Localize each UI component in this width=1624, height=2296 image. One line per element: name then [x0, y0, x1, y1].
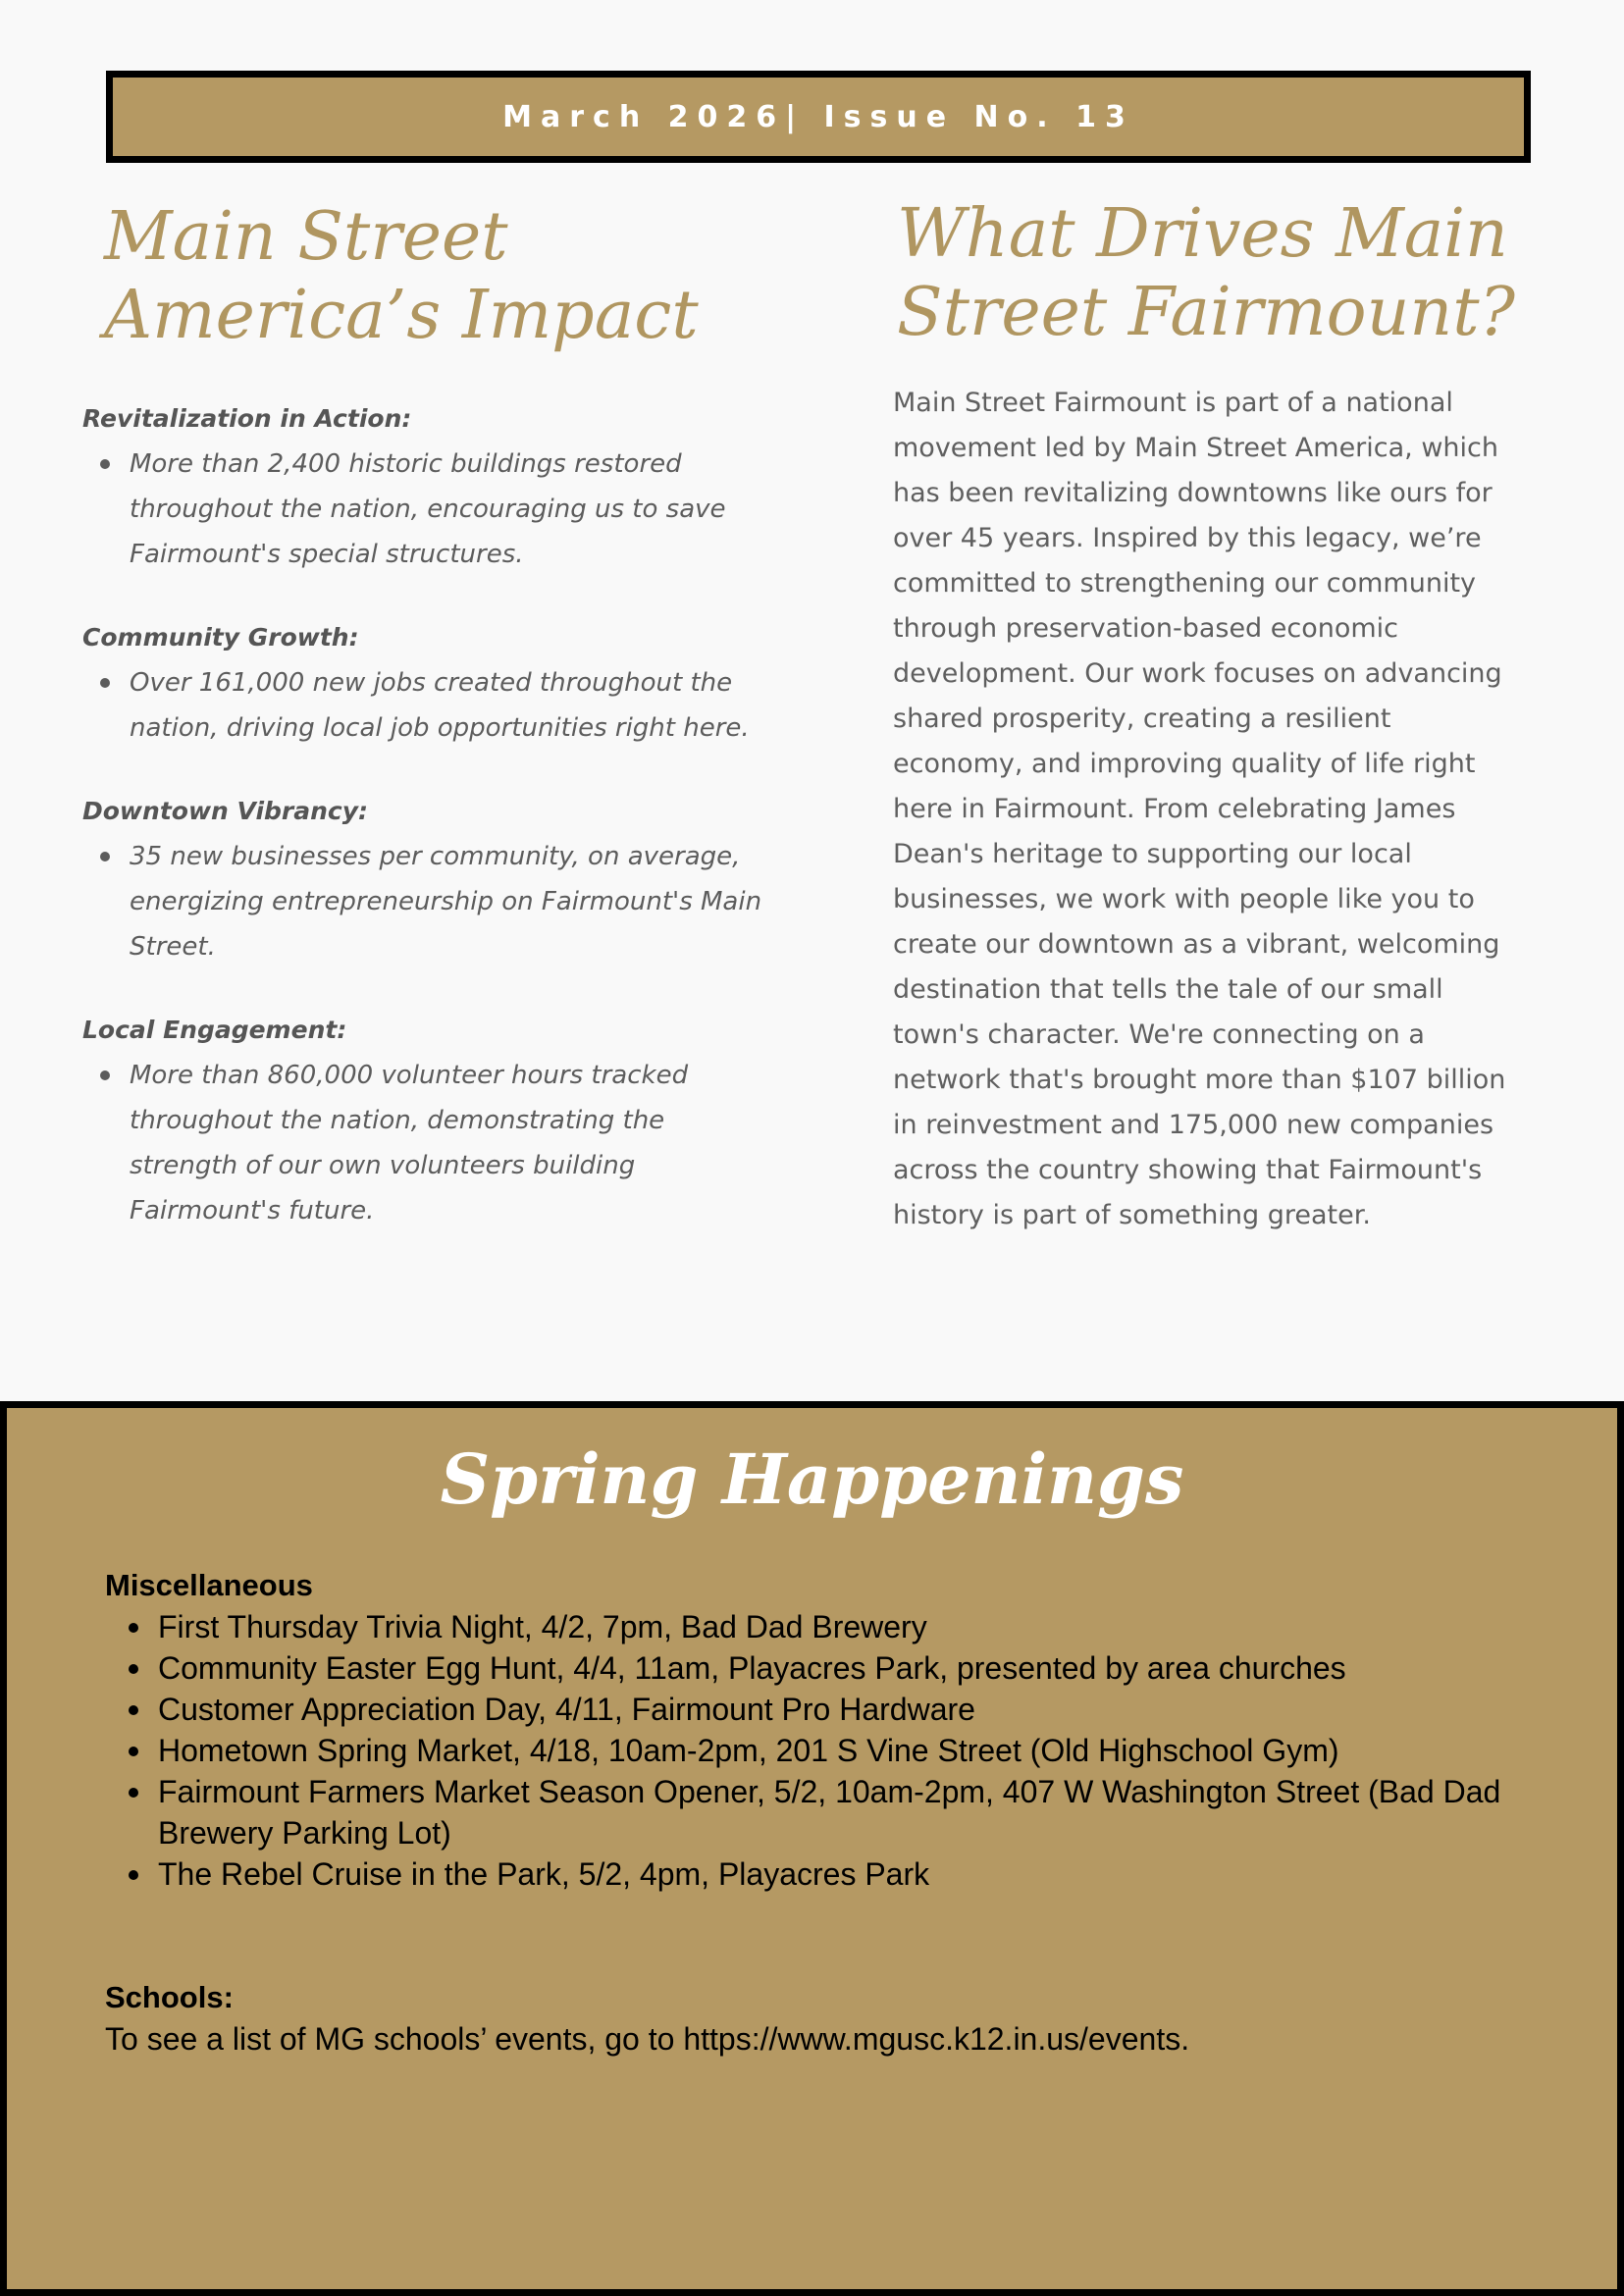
impact-title: Main Street America’s Impact: [104, 198, 699, 354]
bullet-icon: [100, 1070, 110, 1080]
impact-section: [82, 396, 769, 1272]
bullet-icon: [129, 1788, 138, 1798]
bullet-list: [82, 1053, 769, 1233]
list-item: More than 2,400 historic buildings restored throughout the nation, encouraging us to save Fairmount's special structures.: [130, 442, 769, 577]
event-item: The Rebel Cruise in the Park, 5/2, 4pm, Playacres Park: [158, 1853, 1538, 1895]
bullet-list: [82, 660, 769, 751]
event-item: Community Easter Egg Hunt, 4/4, 11am, Playacres Park, presented by area churches: [158, 1647, 1538, 1689]
bullet-icon: [129, 1623, 138, 1633]
event-item: Fairmount Farmers Market Season Opener, 5/2, 10am-2pm, 407 W Washington Street (Bad Dad Brewery Parking Lot): [158, 1771, 1538, 1853]
spring-happenings-panel: [0, 1401, 1624, 2296]
event-list: [105, 1606, 1538, 1895]
list-item: 35 new businesses per community, on average, energizing entrepreneurship on Fairmount's Main Street.: [130, 834, 769, 969]
event-item: Customer Appreciation Day, 4/11, Fairmount Pro Hardware: [158, 1689, 1538, 1730]
schools-section: [105, 1977, 1538, 2060]
bullet-icon: [100, 678, 110, 688]
schools-heading: Schools:: [105, 1980, 234, 2014]
bullet-icon: [100, 459, 110, 469]
impact-community-growth: [82, 615, 769, 751]
spring-title: Spring Happenings: [440, 1438, 1184, 1520]
section-heading: Revitalization in Action:: [82, 404, 412, 433]
list-item: Over 161,000 new jobs created throughout the nation, driving local job opportunities right here.: [130, 660, 769, 751]
impact-local-engagement: [82, 1008, 769, 1233]
section-heading: Downtown Vibrancy:: [82, 797, 369, 825]
impact-downtown-vibrancy: [82, 789, 769, 969]
drives-body: Main Street Fairmount is part of a national movement led by Main Street America, which has been revitalizing downtowns like ours for over 45 years. Inspired by this legacy, we’re committed to strengthening our community through preservation-based economic development. Our work focuses on advancing shared prosperity, creating a resilient economy, and improving quality of life right here in Fairmount. From celebrating James Dean's heritage to supporting our local businesses, we work with people like you to create our downtown as a vibrant, welcoming destination that tells the tale of our small town's character. We're connecting on a network that's brought more than $107 billion in reinvestment and 175,000 new companies across the country showing that Fairmount's history is part of something greater.: [893, 388, 1506, 1230]
bullet-icon: [129, 1705, 138, 1715]
event-item: First Thursday Trivia Night, 4/2, 7pm, Bad Dad Brewery: [158, 1606, 1538, 1647]
bullet-list: [82, 442, 769, 577]
issue-banner: [106, 71, 1531, 163]
bullet-icon: [129, 1747, 138, 1756]
bullet-icon: [100, 852, 110, 861]
misc-events: [105, 1565, 1538, 1895]
event-item: Hometown Spring Market, 4/18, 10am-2pm, 201 S Vine Street (Old Highschool Gym): [158, 1730, 1538, 1771]
drives-title: What Drives Main Street Fairmount?: [897, 195, 1515, 351]
schools-text: To see a list of MG schools’ events, go to https://www.mgusc.k12.in.us/events.: [105, 2021, 1190, 2057]
bullet-icon: [129, 1664, 138, 1674]
misc-heading: Miscellaneous: [105, 1568, 313, 1602]
bullet-icon: [129, 1870, 138, 1880]
bullet-list: [82, 834, 769, 969]
section-heading: Community Growth:: [82, 623, 359, 652]
impact-revitalization: [82, 396, 769, 577]
issue-banner-text: March 2026| Issue No. 13: [502, 99, 1134, 134]
list-item: More than 860,000 volunteer hours tracked throughout the nation, demonstrating the strength of our own volunteers building Fairmount's future.: [130, 1053, 769, 1233]
section-heading: Local Engagement:: [82, 1016, 347, 1044]
